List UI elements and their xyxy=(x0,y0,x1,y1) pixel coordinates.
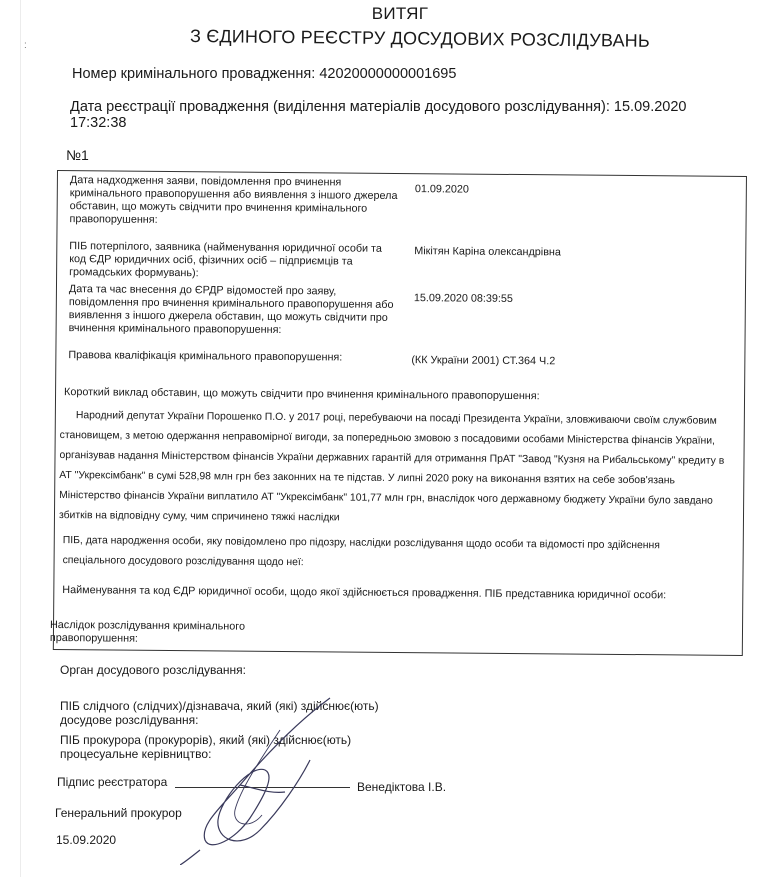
entry-date-value: 15.09.2020 08:39:55 xyxy=(413,292,514,305)
document-subtitle: З ЄДИНОГО РЕЄСТРУ ДОСУДОВИХ РОЗСЛІДУВАНЬ xyxy=(189,26,651,51)
document-date: 15.09.2020 xyxy=(56,833,117,847)
receipt-date-label: Дата надходження заяви, повідомлення про вчинення кримінального правопорушення або виявлення з іншого джерела обставин, що можуть свідчити про вчинення кримінального правопорушення: xyxy=(69,174,398,226)
result-label: Наслідок розслідування кримінального правопорушення: xyxy=(49,618,246,645)
suspect-label: ПІБ, дата народження особи, яку повідомлено про підозру, наслідки розслідування щодо особи та відомості про здійснення спеціального досудового розслідування щодо неї: xyxy=(62,535,660,569)
qualification-value: (КК України 2001) СТ.364 Ч.2 xyxy=(411,354,556,368)
entry-date-label: Дата та час внесення до ЄРДР відомостей про заяву, повідомлення про вчинення кримінального правопорушення або виявлення з іншого джерела обставин, що можуть свідчити про вчинення кримінального правопорушення: xyxy=(68,283,394,336)
agency-label: Орган досудового розслідування: xyxy=(60,663,246,677)
registration-date-line2: 17:32:38 xyxy=(70,115,127,131)
registrar-name: Венедіктова І.В. xyxy=(357,780,447,794)
registrar-label: Підпис реєстратора xyxy=(57,775,168,789)
victim-value: Мікітян Каріна олександрівна xyxy=(414,245,561,259)
case-number: Номер кримінального провадження: 42020000000001695 xyxy=(72,66,457,82)
handwritten-signature xyxy=(180,690,350,865)
scan-mark: : xyxy=(24,40,27,51)
summary-text: Народний депутат України Порошенко П.О. у 2017 році, перебуваючи на посаді Президента України, зловживаючи своїм службовим становищем, з метою одержання неправомірної вигоди, за попередньою змовою з посадовими особами Міністерства фінансів України, організував надання Міністерством фінансів України державних гарантій для отримання ПрАТ "Завод "Кузня на Рибальському" кредиту в АТ "Укрексімбанк" в сумі 528,98 млн грн без законних на те підстав. У липні 2020 року на виконання взятих на себе зобов'язань Міністерство фінансів України виплатило АТ "Укрексімбанк" 101,77 млн грн, внаслідок чого державному бюджету України було завдано збитків на відповідну суму, чим спричинено тяжкі наслідки xyxy=(58,410,725,524)
prosecutor-label: ПІБ прокурора (прокурорів), який (які) здійснює(ють) процесуальне керівництво: xyxy=(60,733,352,761)
victim-label: ПІБ потерпілого, заявника (найменування юридичної особи та код ЄДР юридичних осіб, фізичних осіб – підприємців та громадських формувань): xyxy=(69,240,382,280)
item-number: №1 xyxy=(66,147,89,163)
position-title: Генеральний прокурор xyxy=(55,806,182,820)
summary-label: Короткий виклад обставин, що можуть свідчити про вчинення кримінального правопорушення: xyxy=(64,386,540,403)
investigator-label: ПІБ слідчого (слідчих)/дізнавача, який (які) здійснює(ють) досудове розслідування: xyxy=(60,699,379,727)
scan-edge xyxy=(20,0,21,877)
receipt-date-value: 01.09.2020 xyxy=(414,183,469,196)
legal-entity-label: Найменування та код ЄДР юридичної особи, щодо якої здійснюється провадження. ПІБ представника юридичної особи: xyxy=(62,584,667,602)
register-table xyxy=(49,170,747,656)
registration-date xyxy=(70,99,760,131)
qualification-label: Правова кваліфікація кримінального правопорушення: xyxy=(68,349,343,364)
document-title: ВИТЯГ xyxy=(371,4,429,23)
registration-date-line1: Дата реєстрації провадження (виділення матеріалів досудового розслідування): 15.09.2020 xyxy=(70,99,687,115)
